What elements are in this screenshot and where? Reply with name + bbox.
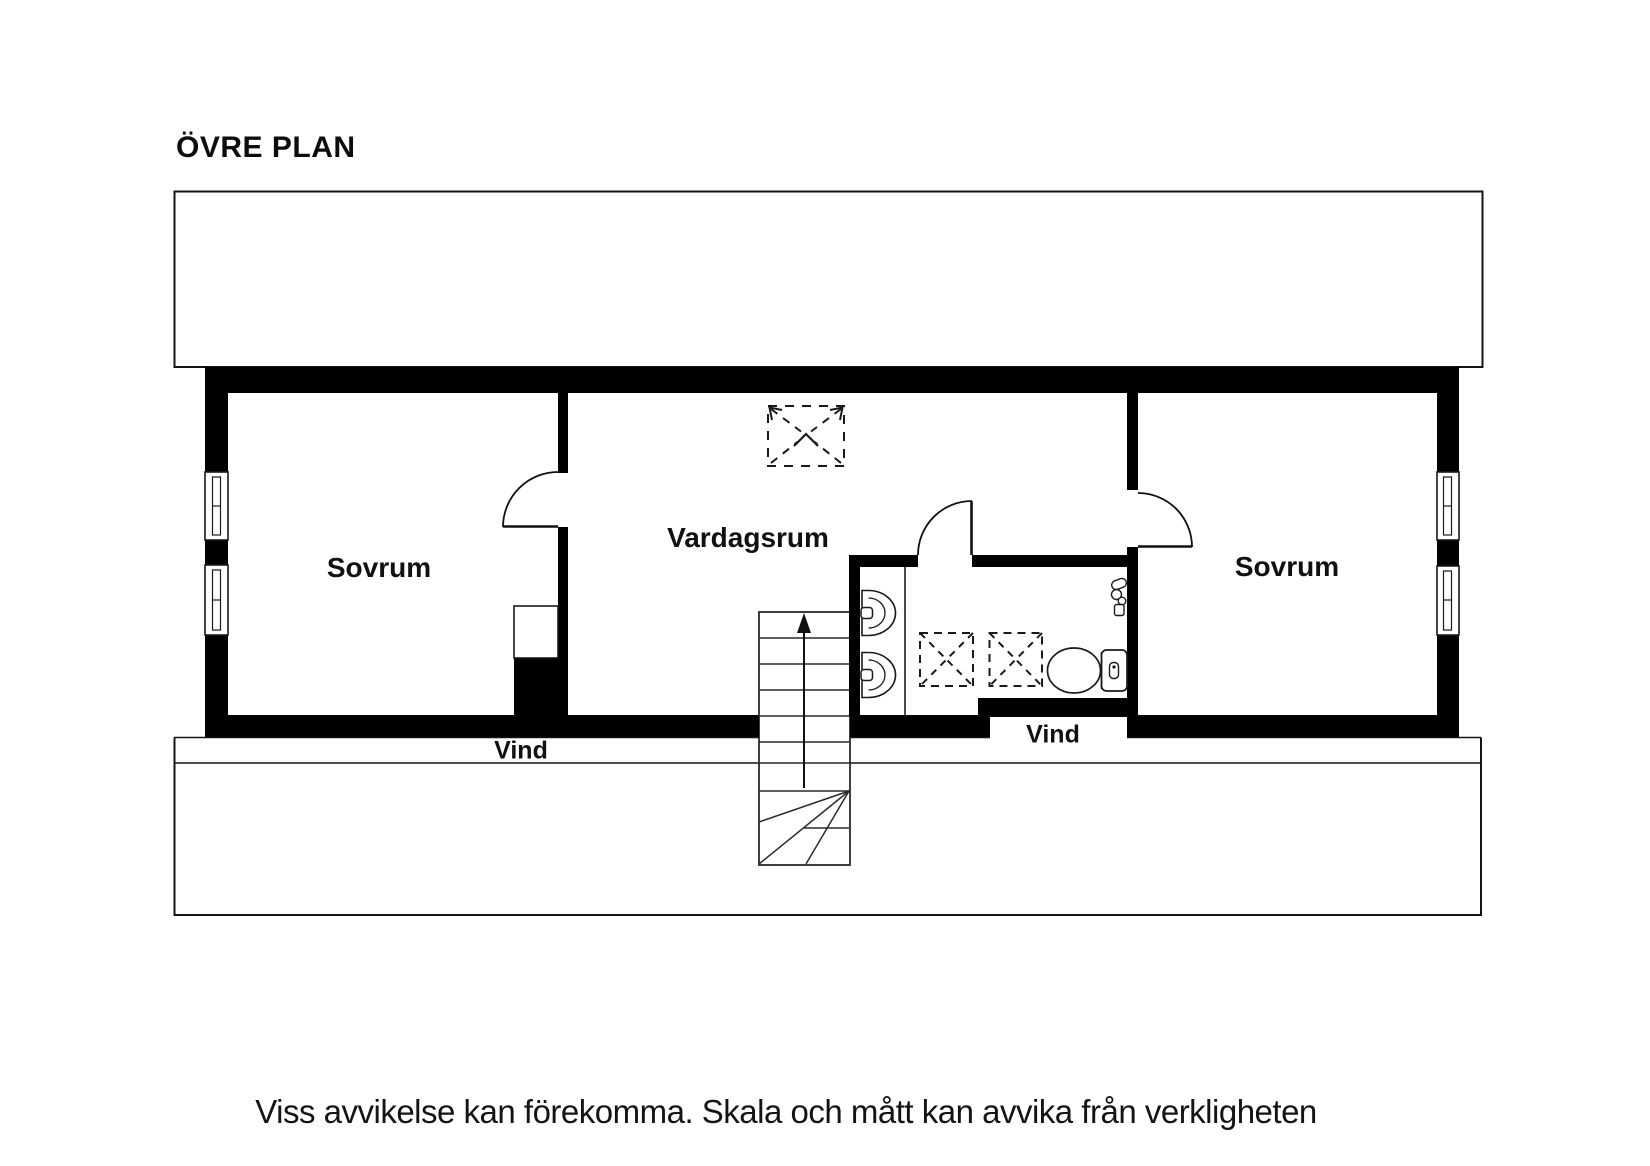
room-label-attic-right: Vind: [1026, 720, 1080, 749]
bathroom-fixtures: [861, 567, 1128, 715]
toilet-icon: [1048, 648, 1128, 693]
page-title: ÖVRE PLAN: [176, 131, 356, 164]
door-icon-bedroom-right: [1138, 493, 1192, 547]
shower-icon-1: [920, 633, 973, 686]
window-icon-right-1: [1437, 472, 1459, 540]
door-icon-bathroom: [918, 501, 972, 555]
sink-icon-1: [861, 591, 896, 636]
skylight-icon: [768, 406, 844, 466]
room-label-attic-left: Vind: [494, 736, 548, 765]
disclaimer-text: Viss avvikelse kan förekomma. Skala och mått kan avvika från verkligheten: [255, 1093, 1317, 1130]
door-icon-bedroom-left: [503, 472, 558, 527]
stairs-icon: [759, 612, 850, 865]
room-label-living-room: Vardagsrum: [667, 522, 829, 553]
room-label-bedroom-right: Sovrum: [1234, 551, 1340, 582]
chimney-niche: [514, 606, 558, 658]
window-icon-right-2: [1437, 566, 1459, 635]
shower-icon-2: [990, 633, 1043, 686]
sink-icon-2: [861, 653, 896, 698]
window-icon-left-2: [205, 565, 228, 635]
room-label-bedroom-left: Sovrum: [326, 552, 432, 583]
roof-band-top: [175, 192, 1483, 368]
window-icon-left-1: [205, 472, 228, 540]
faucet-icon: [1110, 577, 1127, 615]
